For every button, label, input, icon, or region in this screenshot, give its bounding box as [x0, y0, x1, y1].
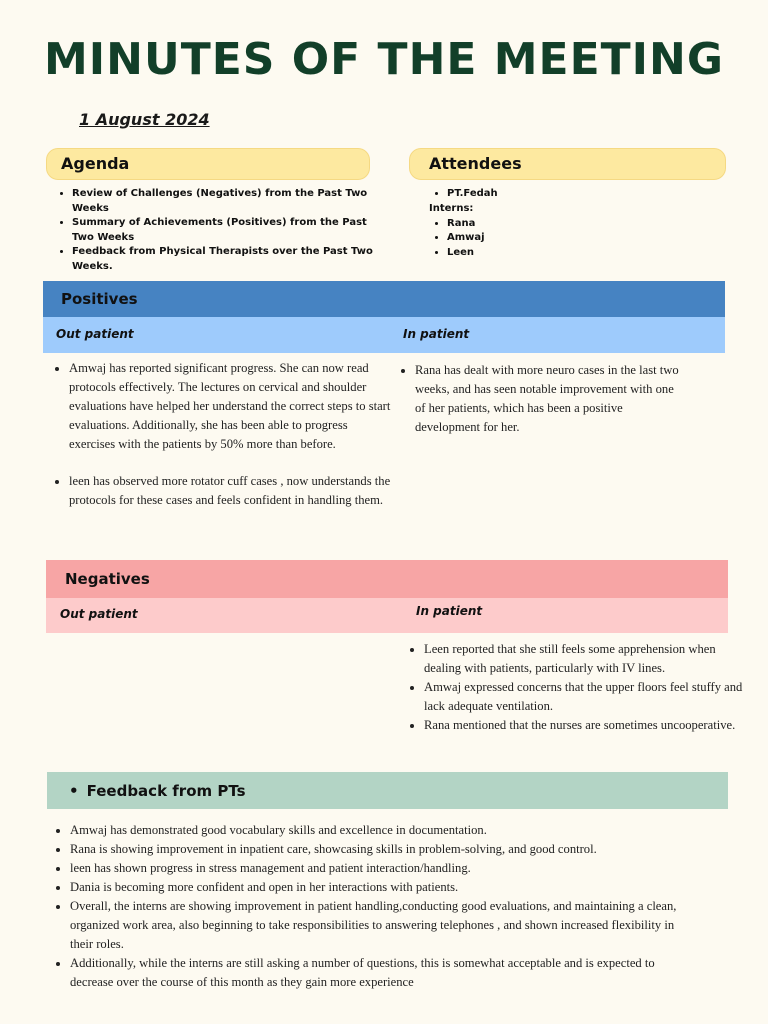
positives-out-list: [51, 359, 391, 510]
negatives-in-item: • Amwaj expressed concerns that the upper floors feel stuffy and lack adequate ventilation.: [424, 678, 744, 716]
agenda-list: [56, 187, 392, 274]
agenda-item: • Summary of Achievements (Positives) from the Past Two Weeks: [72, 216, 392, 245]
negatives-in-label: In patient: [416, 604, 483, 618]
feedback-item: • Amwaj has demonstrated good vocabulary skills and excellence in documentation.: [70, 821, 690, 840]
negatives-out-label: Out patient: [60, 607, 138, 621]
intern-item: • Leen: [447, 246, 498, 261]
agenda-item: • Feedback from Physical Therapists over the Past Two Weeks.: [72, 245, 392, 274]
attendees-list: [429, 187, 498, 261]
negatives-in-item: • Leen reported that she still feels some apprehension when dealing with patients, particularly with IV lines.: [424, 640, 744, 678]
feedback-list: [52, 821, 690, 992]
interns-label: Interns:: [429, 202, 474, 214]
feedback-item: • Rana is showing improvement in inpatient care, showcasing skills in problem-solving, and good control.: [70, 840, 690, 859]
feedback-heading: [47, 772, 728, 809]
intern-item: • Rana: [447, 217, 498, 232]
feedback-bullet: •: [69, 782, 79, 800]
positives-out-label: Out patient: [56, 327, 134, 341]
positives-in-item: • Rana has dealt with more neuro cases in the last two weeks, and has seen notable improvement with one of her patients, which has been a positive development for her.: [415, 361, 680, 437]
feedback-item: • Dania is becoming more confident and open in her interactions with patients.: [70, 878, 690, 897]
positives-in-list: [397, 361, 680, 437]
feedback-item: • leen has shown progress in stress management and patient interaction/handling.: [70, 859, 690, 878]
negatives-subheader: [46, 598, 728, 633]
positives-out-item: • leen has observed more rotator cuff cases , now understands the protocols for these cases and feels confident in handling them.: [69, 472, 391, 510]
positives-heading: [43, 281, 725, 317]
feedback-item: • Overall, the interns are showing improvement in patient handling,conducting good evaluations, and maintaining a clean, organized work area, also beginning to take responsibilities to answering telephones , and shown increased flexibility in their roles.: [70, 897, 690, 954]
attendee-lead: • PT.Fedah: [447, 187, 498, 202]
agenda-item: • Review of Challenges (Negatives) from the Past Two Weeks: [72, 187, 392, 216]
agenda-heading: Agenda: [46, 148, 370, 180]
negatives-heading: [46, 560, 728, 598]
positives-in-label: In patient: [403, 327, 470, 341]
negatives-in-item: • Rana mentioned that the nurses are sometimes uncooperative.: [424, 716, 744, 735]
negatives-in-list: [406, 640, 744, 735]
meeting-date: 1 August 2024: [79, 110, 210, 129]
positives-heading-label: Positives: [61, 290, 138, 308]
page-title: MINUTES OF THE MEETING: [43, 34, 724, 85]
intern-item: • Amwaj: [447, 231, 498, 246]
feedback-heading-label: Feedback from PTs: [86, 782, 246, 800]
positives-out-item: • Amwaj has reported significant progress. She can now read protocols effectively. The lectures on cervical and shoulder evaluations have helped her understand the correct steps to start evaluations. Additionally, she has been able to progress exercises with the patients by 50% more than before.: [69, 359, 391, 454]
attendees-heading: Attendees: [409, 148, 726, 180]
feedback-item: • Additionally, while the interns are still asking a number of questions, this is somewhat acceptable and is expected to decrease over the course of this month as they gain more experience: [70, 954, 690, 992]
negatives-heading-label: Negatives: [65, 570, 150, 588]
positives-subheader: [43, 317, 725, 353]
